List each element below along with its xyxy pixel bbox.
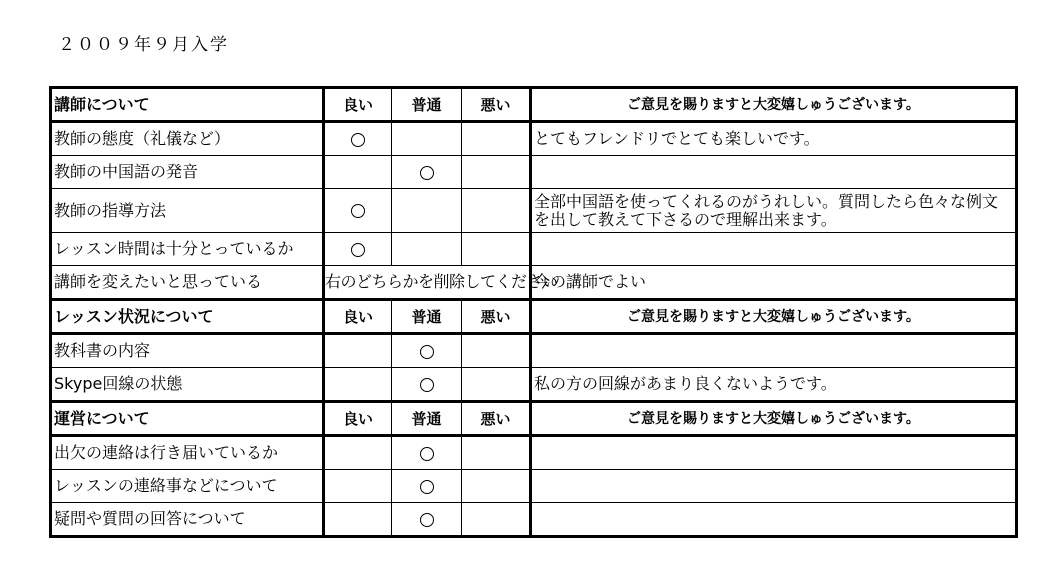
rating-cell-average[interactable] bbox=[392, 233, 462, 266]
section-header-row bbox=[51, 88, 1017, 122]
rating-cell-good[interactable] bbox=[324, 503, 392, 537]
header-bad: 悪い bbox=[462, 300, 531, 334]
survey-row bbox=[51, 189, 1017, 233]
section-title: レッスン状況について bbox=[51, 300, 324, 334]
section-header-row bbox=[51, 300, 1017, 334]
comment-cell[interactable]: 今の講師でよい bbox=[531, 266, 1017, 300]
rating-cell-average[interactable] bbox=[392, 470, 462, 503]
survey-row bbox=[51, 503, 1017, 537]
survey-row bbox=[51, 470, 1017, 503]
rating-cell-good[interactable] bbox=[324, 334, 392, 368]
rating-cell-average[interactable] bbox=[392, 334, 462, 368]
header-comment: ご意見を賜りますと大変嬉しゅうございます。 bbox=[531, 300, 1017, 334]
comment-cell[interactable] bbox=[531, 503, 1017, 537]
rating-cell-bad[interactable] bbox=[462, 503, 531, 537]
rating-cell-good[interactable] bbox=[324, 122, 392, 156]
circle-mark-icon bbox=[351, 133, 365, 147]
rating-cell-bad[interactable] bbox=[462, 436, 531, 470]
instruction-note: 右のどちらかを削除してください bbox=[324, 266, 531, 300]
circle-mark-icon bbox=[420, 480, 434, 494]
header-average: 普通 bbox=[392, 88, 462, 122]
rating-cell-good[interactable] bbox=[324, 436, 392, 470]
header-average: 普通 bbox=[392, 402, 462, 436]
circle-mark-icon bbox=[351, 243, 365, 257]
comment-cell[interactable] bbox=[531, 334, 1017, 368]
rating-cell-bad[interactable] bbox=[462, 189, 531, 233]
rating-cell-bad[interactable] bbox=[462, 233, 531, 266]
rating-cell-good[interactable] bbox=[324, 368, 392, 402]
rating-cell-good[interactable] bbox=[324, 156, 392, 189]
question-label: 教科書の内容 bbox=[51, 334, 324, 368]
survey-row bbox=[51, 436, 1017, 470]
question-label: レッスンの連絡事などについて bbox=[51, 470, 324, 503]
circle-mark-icon bbox=[420, 447, 434, 461]
header-average: 普通 bbox=[392, 300, 462, 334]
header-good: 良い bbox=[324, 88, 392, 122]
circle-mark-icon bbox=[351, 204, 365, 218]
survey-table bbox=[49, 86, 1018, 538]
comment-cell[interactable] bbox=[531, 233, 1017, 266]
question-label: Skype回線の状態 bbox=[51, 368, 324, 402]
header-good: 良い bbox=[324, 402, 392, 436]
section-header-row bbox=[51, 402, 1017, 436]
survey-row bbox=[51, 122, 1017, 156]
rating-cell-bad[interactable] bbox=[462, 156, 531, 189]
survey-row bbox=[51, 266, 1017, 300]
rating-cell-average[interactable] bbox=[392, 436, 462, 470]
circle-mark-icon bbox=[420, 166, 434, 180]
document-title: ２００９年９月入学 bbox=[58, 35, 229, 55]
question-label: レッスン時間は十分とっているか bbox=[51, 233, 324, 266]
rating-cell-average[interactable] bbox=[392, 189, 462, 233]
question-label: 教師の態度（礼儀など） bbox=[51, 122, 324, 156]
rating-cell-average[interactable] bbox=[392, 122, 462, 156]
rating-cell-good[interactable] bbox=[324, 233, 392, 266]
survey-row bbox=[51, 334, 1017, 368]
question-label: 講師を変えたいと思っている bbox=[51, 266, 324, 300]
comment-cell[interactable] bbox=[531, 470, 1017, 503]
comment-cell[interactable] bbox=[531, 436, 1017, 470]
question-label: 疑問や質問の回答について bbox=[51, 503, 324, 537]
rating-cell-bad[interactable] bbox=[462, 368, 531, 402]
survey-row bbox=[51, 368, 1017, 402]
circle-mark-icon bbox=[420, 513, 434, 527]
comment-cell[interactable] bbox=[531, 156, 1017, 189]
comment-cell[interactable]: 全部中国語を使ってくれるのがうれしい。質問したら色々な例文を出して教えて下さるので理解出来ます。 bbox=[531, 189, 1017, 233]
circle-mark-icon bbox=[420, 345, 434, 359]
rating-cell-good[interactable] bbox=[324, 189, 392, 233]
survey-row bbox=[51, 156, 1017, 189]
comment-cell[interactable]: 私の方の回線があまり良くないようです。 bbox=[531, 368, 1017, 402]
question-label: 教師の中国語の発音 bbox=[51, 156, 324, 189]
rating-cell-good[interactable] bbox=[324, 470, 392, 503]
rating-cell-average[interactable] bbox=[392, 503, 462, 537]
header-bad: 悪い bbox=[462, 88, 531, 122]
rating-cell-bad[interactable] bbox=[462, 334, 531, 368]
rating-cell-average[interactable] bbox=[392, 368, 462, 402]
header-good: 良い bbox=[324, 300, 392, 334]
question-label: 出欠の連絡は行き届いているか bbox=[51, 436, 324, 470]
rating-cell-bad[interactable] bbox=[462, 470, 531, 503]
rating-cell-bad[interactable] bbox=[462, 122, 531, 156]
header-bad: 悪い bbox=[462, 402, 531, 436]
section-title: 講師について bbox=[51, 88, 324, 122]
section-title: 運営について bbox=[51, 402, 324, 436]
header-comment: ご意見を賜りますと大変嬉しゅうございます。 bbox=[531, 88, 1017, 122]
comment-cell[interactable]: とてもフレンドリでとても楽しいです。 bbox=[531, 122, 1017, 156]
question-label: 教師の指導方法 bbox=[51, 189, 324, 233]
circle-mark-icon bbox=[420, 378, 434, 392]
header-comment: ご意見を賜りますと大変嬉しゅうございます。 bbox=[531, 402, 1017, 436]
rating-cell-average[interactable] bbox=[392, 156, 462, 189]
survey-row bbox=[51, 233, 1017, 266]
